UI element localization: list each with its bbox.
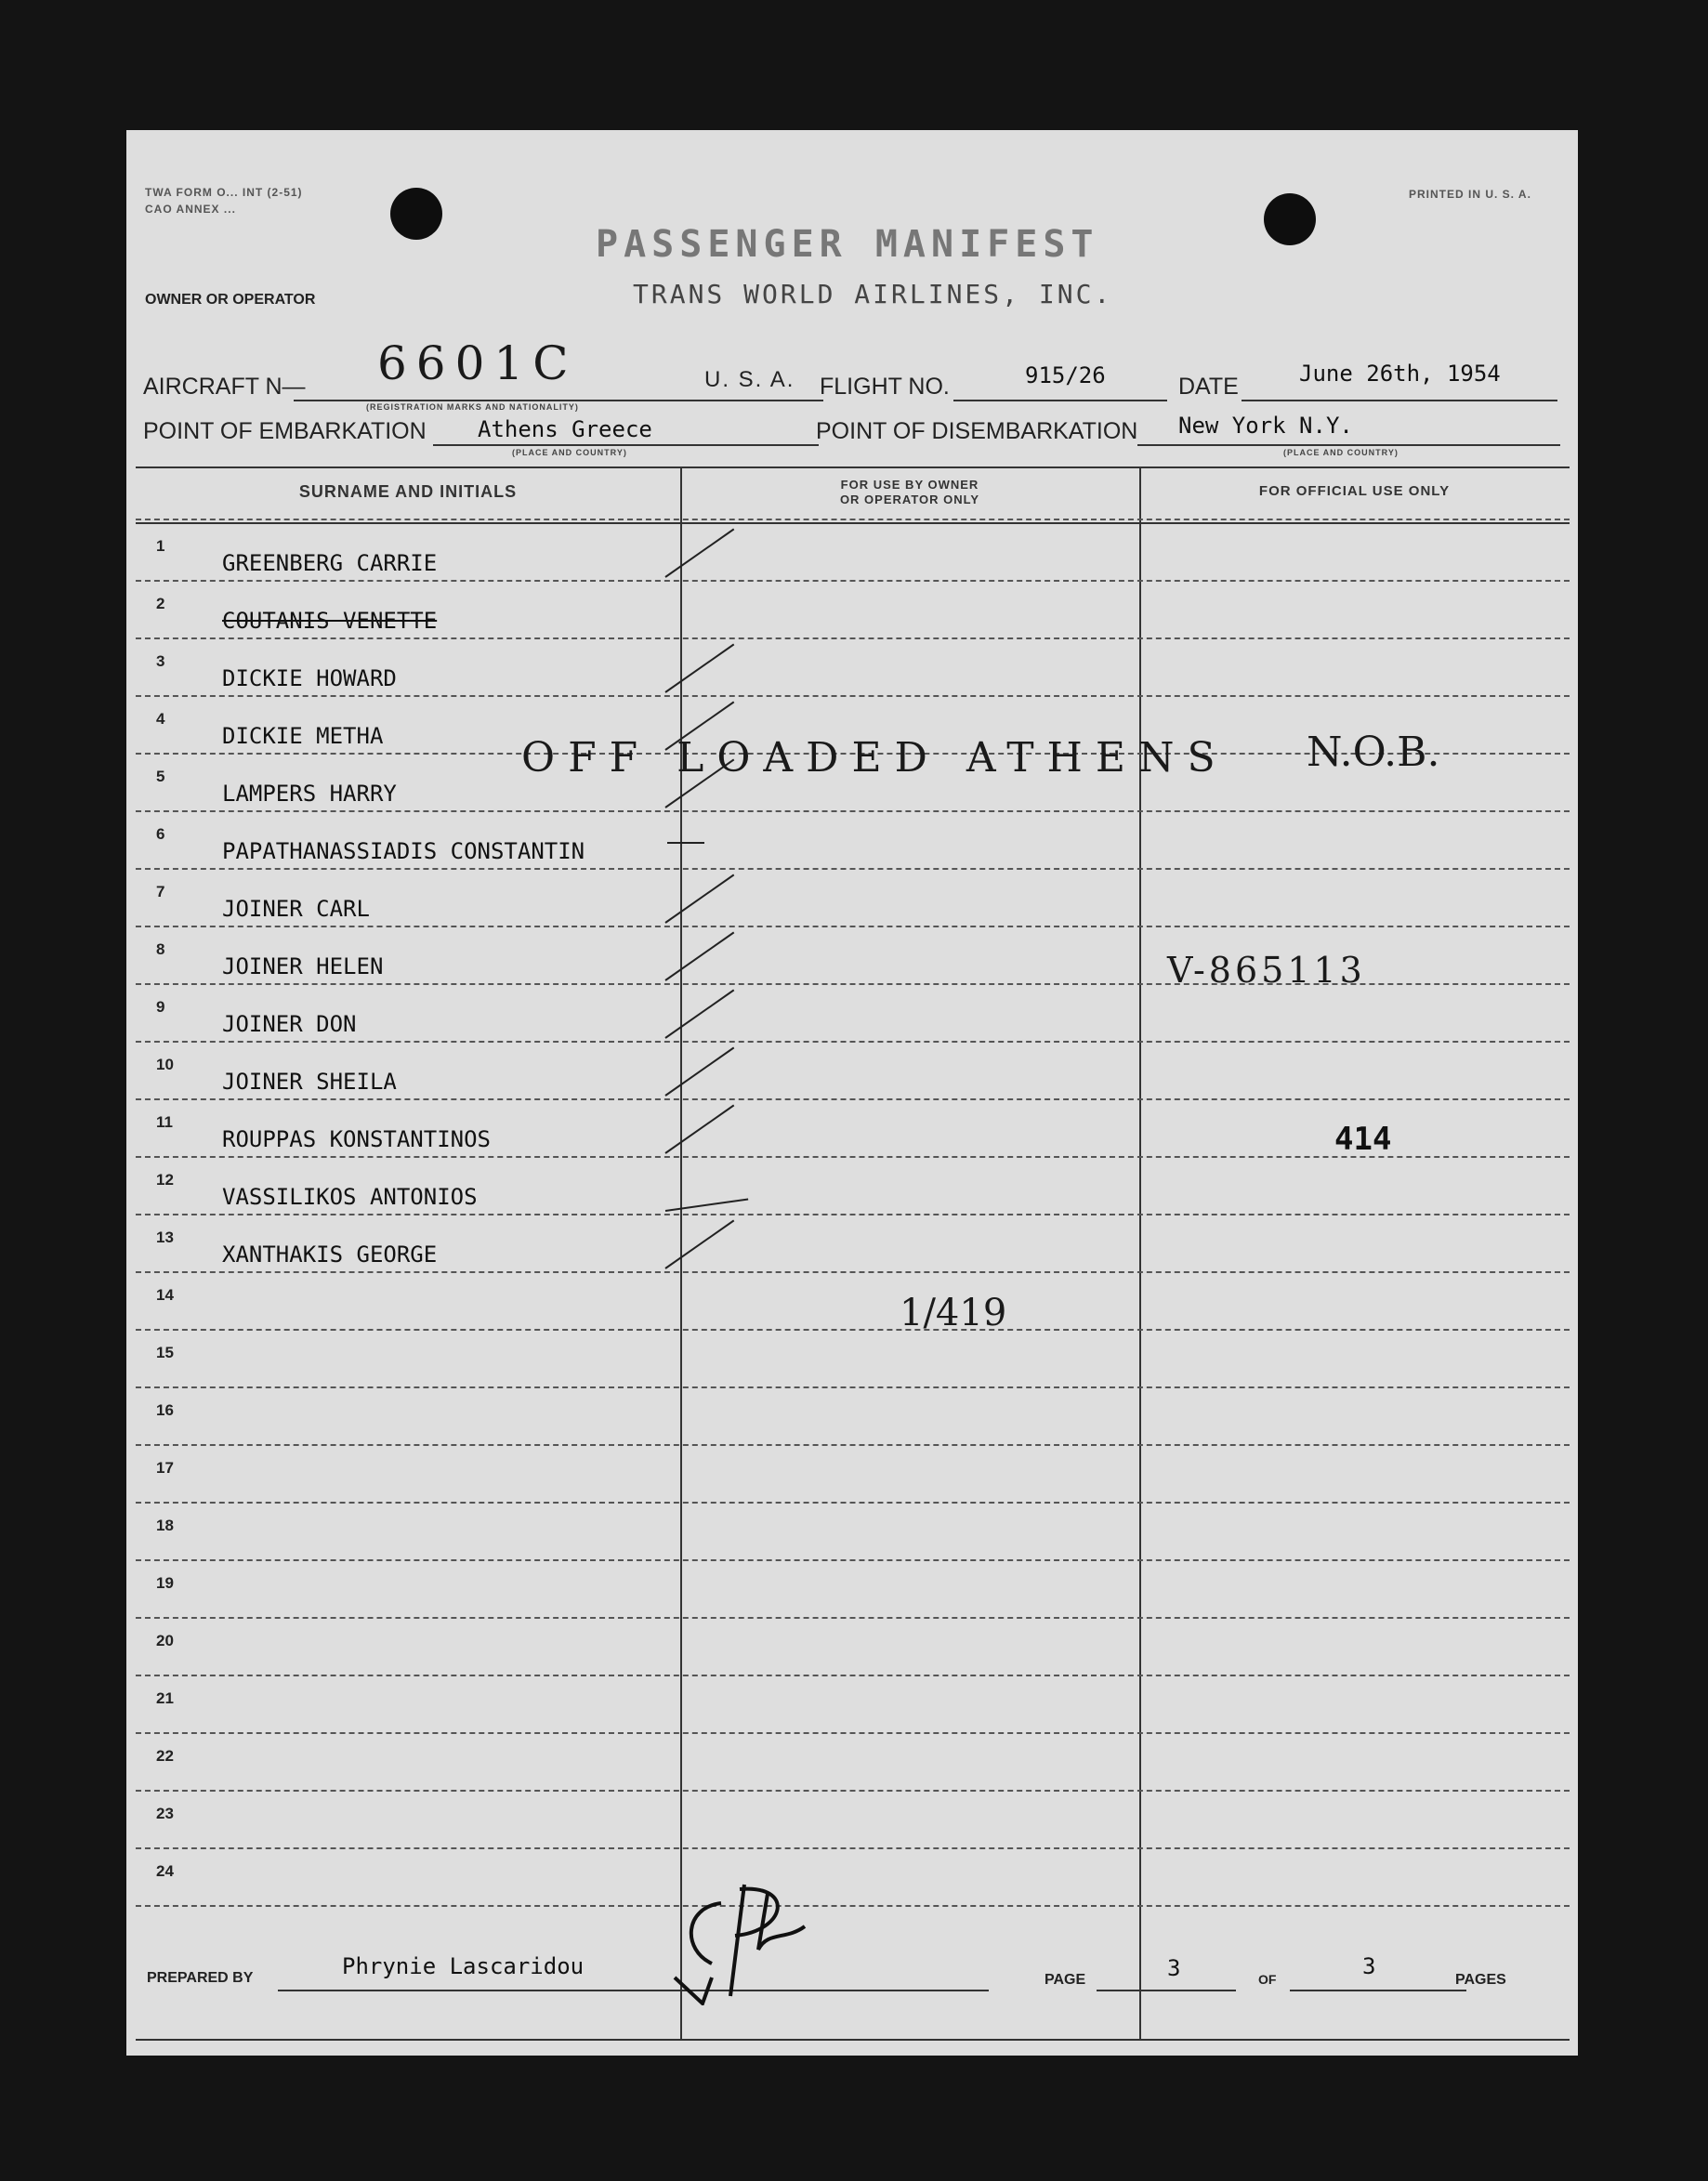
row-number: 16 — [156, 1401, 174, 1419]
row-rule — [136, 1386, 1570, 1388]
row-rule — [136, 810, 1570, 812]
prepared-rule — [278, 1990, 989, 1991]
passenger-name: JOINER HELEN — [222, 953, 384, 979]
disembarkation-value: New York N.Y. — [1178, 413, 1353, 439]
row-rule — [136, 580, 1570, 582]
page-number: 3 — [1167, 1955, 1181, 1981]
punch-hole-left — [390, 188, 442, 240]
page-label: PAGE — [1045, 1972, 1086, 1988]
row-number: 10 — [156, 1056, 174, 1073]
embarkation-rule — [433, 444, 819, 446]
usa-label: U. S. A. — [704, 367, 795, 392]
column-divider-1 — [680, 466, 682, 2039]
passenger-name: LAMPERS HARRY — [222, 781, 397, 807]
owner-column-header-1: FOR USE BY OWNER — [840, 478, 979, 492]
flight-rule — [953, 400, 1167, 401]
row-number: 22 — [156, 1747, 174, 1765]
check-mark — [667, 842, 704, 844]
row-number: 24 — [156, 1862, 174, 1880]
disembarkation-rule — [1137, 444, 1560, 446]
row-rule — [136, 1905, 1570, 1907]
table-bottom-rule — [136, 2039, 1570, 2041]
passenger-name: PAPATHANASSIADIS CONSTANTIN — [222, 838, 585, 864]
surname-column-header: SURNAME AND INITIALS — [298, 482, 518, 501]
owner-column-header-2: OR OPERATOR ONLY — [839, 493, 980, 506]
aircraft-rule — [294, 400, 823, 401]
date-rule — [1242, 400, 1557, 401]
row-rule — [136, 1502, 1570, 1504]
check-mark — [664, 1105, 734, 1154]
row-rule — [136, 1444, 1570, 1446]
registration-note: (REGISTRATION MARKS AND NATIONALITY) — [366, 402, 579, 412]
row-number: 12 — [156, 1171, 174, 1189]
row-number: 5 — [156, 768, 165, 785]
row-rule — [136, 1732, 1570, 1734]
row-number: 9 — [156, 998, 165, 1016]
row-number: 7 — [156, 883, 165, 900]
header-rule-solid — [136, 522, 1570, 524]
passenger-name: JOINER DON — [222, 1011, 357, 1037]
row-number: 18 — [156, 1517, 174, 1534]
printed-in-usa: PRINTED IN U. S. A. — [1409, 188, 1531, 201]
offloaded-note: OFF LOADED ATHENS — [521, 734, 1228, 782]
row-rule — [136, 1271, 1570, 1273]
passenger-name: GREENBERG CARRIE — [222, 550, 438, 576]
row-rule — [136, 637, 1570, 639]
row-number: 8 — [156, 940, 165, 958]
flight-number: 915/26 — [1025, 362, 1106, 388]
embarkation-value: Athens Greece — [478, 416, 652, 442]
owner-operator-label: OWNER OR OPERATOR — [145, 292, 316, 308]
embarkation-note: (PLACE AND COUNTRY) — [512, 448, 627, 457]
row-number: 11 — [156, 1113, 173, 1131]
row-number: 23 — [156, 1805, 174, 1822]
passenger-name: JOINER SHEILA — [222, 1069, 397, 1095]
row-number: 3 — [156, 652, 165, 670]
row-rule — [136, 1559, 1570, 1561]
row-rule — [136, 695, 1570, 697]
form-title: PASSENGER MANIFEST — [596, 223, 1099, 266]
row-number: 1 — [156, 537, 165, 555]
row-number: 21 — [156, 1689, 174, 1707]
prepared-by-label: PREPARED BY — [147, 1970, 254, 1986]
passenger-name: JOINER CARL — [222, 896, 370, 922]
row-rule — [136, 868, 1570, 870]
row-rule — [136, 1617, 1570, 1619]
row12-owner-note: 1/419 — [900, 1292, 1007, 1334]
check-mark — [664, 529, 734, 578]
form-id: TWA FORM O... INT (2-51) — [145, 186, 303, 199]
row6-official-note: V-865113 — [1167, 950, 1366, 991]
check-mark — [664, 932, 734, 981]
date-value: June 26th, 1954 — [1299, 361, 1501, 387]
signature — [665, 1875, 851, 2005]
check-mark — [664, 644, 734, 693]
row-rule — [136, 1214, 1570, 1215]
of-rule — [1290, 1990, 1466, 1991]
row-number: 4 — [156, 710, 165, 728]
form-annex: CAO ANNEX ... — [145, 203, 236, 216]
row-rule — [136, 1098, 1570, 1100]
of-label: OF — [1258, 1972, 1277, 1987]
passenger-name: DICKIE HOWARD — [222, 665, 397, 691]
row9-official-note: 414 — [1334, 1121, 1392, 1158]
passenger-name: DICKIE METHA — [222, 723, 384, 749]
aircraft-number: 6601C — [377, 336, 578, 390]
passenger-name: VASSILIKOS ANTONIOS — [222, 1184, 478, 1210]
row-number: 15 — [156, 1344, 174, 1361]
row-number: 13 — [156, 1228, 174, 1246]
row-rule — [136, 1675, 1570, 1676]
manifest-sheet — [126, 130, 1578, 2056]
flight-label: FLIGHT NO. — [820, 374, 950, 400]
row2-official-note: N.O.B. — [1307, 729, 1440, 776]
row-number: 2 — [156, 595, 165, 612]
date-label: DATE — [1178, 374, 1239, 400]
official-column-header: FOR OFFICIAL USE ONLY — [1258, 483, 1451, 499]
passenger-name: COUTANIS VENETTE — [222, 608, 438, 634]
row-number: 6 — [156, 825, 165, 843]
row-rule — [136, 1790, 1570, 1792]
punch-hole-right — [1264, 193, 1316, 245]
row-rule — [136, 926, 1570, 927]
aircraft-label: AIRCRAFT N— — [143, 374, 306, 400]
check-mark — [664, 1220, 734, 1269]
pages-label: PAGES — [1455, 1972, 1506, 1988]
row-number: 19 — [156, 1574, 174, 1592]
column-divider-2 — [1139, 466, 1141, 2039]
passenger-name: ROUPPAS KONSTANTINOS — [222, 1126, 491, 1152]
disembarkation-note: (PLACE AND COUNTRY) — [1283, 448, 1399, 457]
embarkation-label: POINT OF EMBARKATION — [143, 418, 427, 444]
check-mark — [664, 874, 734, 924]
header-rule — [136, 519, 1570, 520]
row-rule — [136, 1041, 1570, 1043]
company-name: TRANS WORLD AIRLINES, INC. — [633, 279, 1113, 309]
table-top-rule — [136, 466, 1570, 468]
total-pages: 3 — [1362, 1953, 1376, 1979]
check-mark — [664, 1047, 734, 1097]
row-rule — [136, 1847, 1570, 1849]
row-rule — [136, 1329, 1570, 1331]
prepared-by-value: Phrynie Lascaridou — [342, 1953, 585, 1979]
check-mark — [665, 1198, 748, 1212]
check-mark — [664, 990, 734, 1039]
row-number: 17 — [156, 1459, 174, 1477]
passenger-table — [136, 466, 1571, 2042]
row-number: 20 — [156, 1632, 174, 1649]
page-rule — [1097, 1990, 1236, 1991]
row-number: 14 — [156, 1286, 174, 1304]
disembarkation-label: POINT OF DISEMBARKATION — [816, 418, 1138, 444]
passenger-name: XANTHAKIS GEORGE — [222, 1242, 438, 1268]
